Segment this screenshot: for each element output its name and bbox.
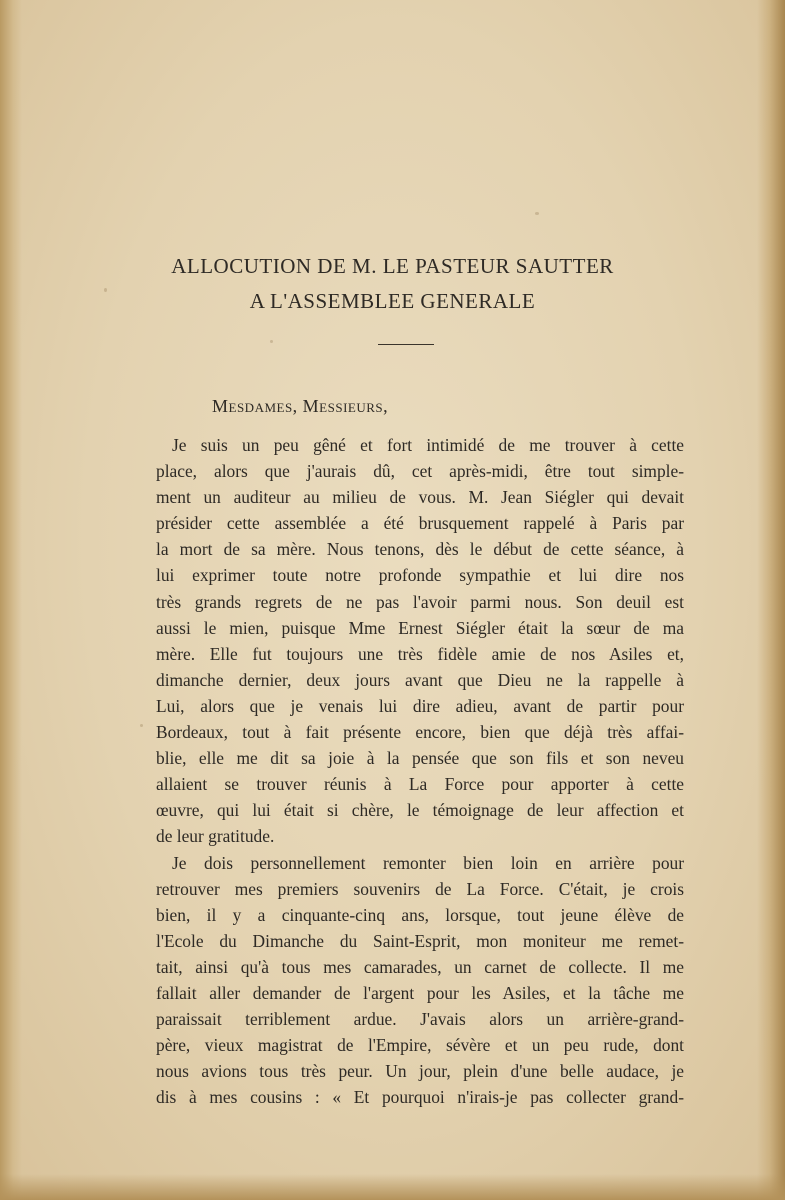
document-title-line-2: A L'ASSEMBLEE GENERALE [249,289,536,313]
text-line: œuvre, qui lui était si chère, le témoignage de leur affection et [156,800,684,821]
paper-speck [270,340,273,343]
text-line: père, vieux magistrat de l'Empire, sévère et un peu rude, dont [156,1035,684,1056]
paper-speck [140,724,143,727]
text-line: présider cette assemblée a été brusquement rappelé à Paris par [156,513,684,534]
text-line: lui exprimer toute notre profonde sympathie et lui dire nos [156,565,684,586]
text-line: allaient se trouver réunis à La Force pour apporter à cette [156,774,684,795]
text-line: de leur gratitude. [156,826,275,847]
text-line: Lui, alors que je venais lui dire adieu, avant de partir pour [156,695,684,716]
page-edge-right [757,0,785,1200]
salutation: Mesdames, Messieurs, [212,396,389,416]
text-line: fallait aller demander de l'argent pour les Asiles, et la tâche me [156,982,684,1003]
text-line: dimanche dernier, deux jours avant que Dieu ne la rappelle à [156,669,684,690]
document-title-line-1: ALLOCUTION DE M. LE PASTEUR SAUTTER [171,254,614,278]
text-line: ment un auditeur au milieu de vous. M. Jean Siégler qui devait [156,487,684,508]
text-line: retrouver mes premiers souvenirs de La Force. C'était, je crois [156,878,684,899]
text-line: dis à mes cousins : « Et pourquoi n'irais-je pas collecter grand- [156,1087,684,1108]
text-line: mère. Elle fut toujours une très fidèle amie de nos Asiles et, [156,643,684,664]
text-line: nous avions tous très peur. Un jour, plein d'une belle audace, je [156,1061,684,1082]
text-line: Je suis un peu gêné et fort intimidé de me trouver à cette [172,435,684,455]
text-line: Bordeaux, tout à fait présente encore, bien que déjà très affai- [156,722,684,743]
title-divider [378,344,434,345]
paper-speck [535,212,539,215]
text-line: très grands regrets de ne pas l'avoir parmi nous. Son deuil est [156,591,684,612]
text-line: paraissait terriblement ardue. J'avais alors un arrière-grand- [156,1009,684,1030]
text-line: tait, ainsi qu'à tous mes camarades, un carnet de collecte. Il me [156,956,684,977]
text-line: blie, elle me dit sa joie à la pensée que son fils et son neveu [156,748,684,769]
text-line: bien, il y a cinquante-cinq ans, lorsque, tout jeune élève de [156,904,684,925]
text-line: aussi le mien, puisque Mme Ernest Siégler était la sœur de ma [156,617,684,638]
text-line: l'Ecole du Dimanche du Saint-Esprit, mon moniteur me remet- [156,930,684,951]
text-line: place, alors que j'aurais dû, cet après-midi, être tout simple- [156,461,684,482]
page-edge-left [0,0,22,1200]
page-edge-bottom [0,1174,785,1200]
text-line: Je dois personnellement remonter bien loin en arrière pour [172,852,684,873]
body-text [156,432,684,1110]
text-line: la mort de sa mère. Nous tenons, dès le début de cette séance, à [156,539,684,560]
